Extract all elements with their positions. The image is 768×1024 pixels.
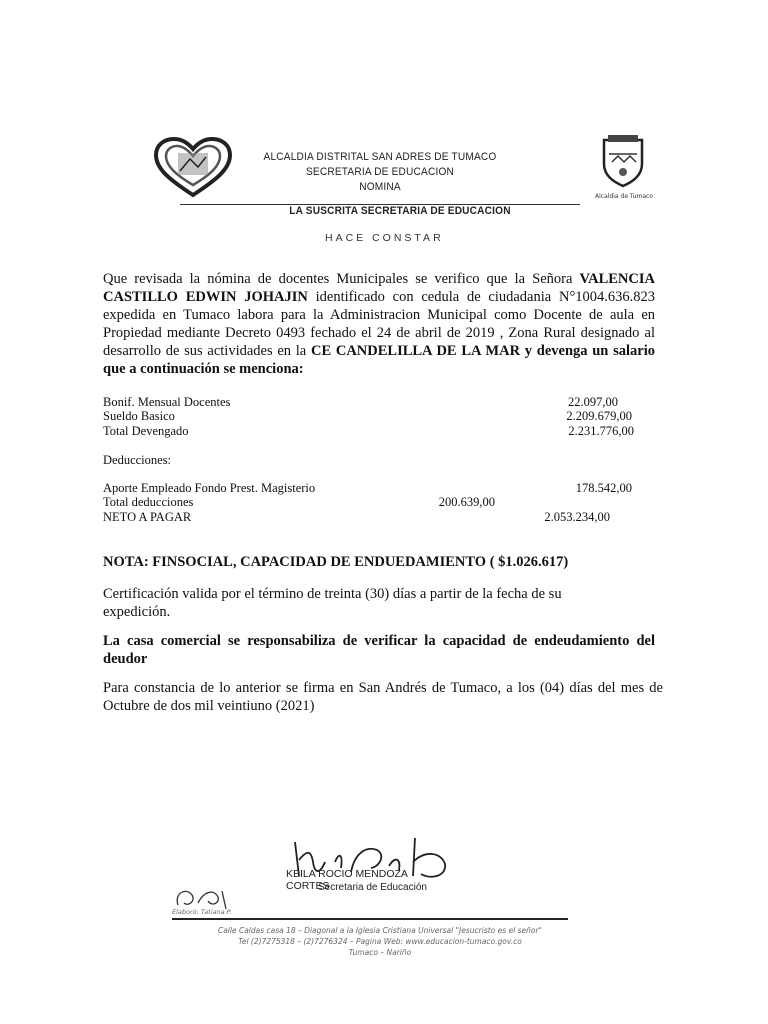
intro-paragraph: [103, 270, 655, 378]
earning-value-2: 2.231.776,00: [568, 424, 634, 438]
intro-text-3: y devenga un salario que a continuación se menciona:: [103, 343, 655, 377]
earning-value-0: 22.097,00: [568, 395, 618, 409]
earning-label-1: Sueldo Basico: [103, 409, 175, 423]
signatory-name: KEILA ROCIO MENDOZA CORTES: [286, 868, 408, 892]
header-subtitle: LA SUSCRITA SECRETARIA DE EDUCACION: [289, 205, 511, 217]
earning-label-2: Total Devengado: [103, 424, 189, 438]
nota-line: NOTA: FINSOCIAL, CAPACIDAD DE ENDUEDAMIENTO ( $1.026.617): [103, 554, 569, 570]
footer-city: Tumaco – Nariño: [348, 948, 412, 957]
intro-text-2: identificado con cedula de ciudadania N°1004.636.823 expedida en Tumaco labora para la Administracion Municipal como Docente de aula en Propiedad mediante Decreto 0493 fechado el 24 de abril de 2019 , Zona Rural designado al desarrollo de sus actividades en la: [103, 289, 655, 359]
employee-name: VALENCIA CASTILLO EDWIN JOHAJIN: [103, 271, 655, 305]
footer-address: Calle Caldas casa 18 – Diagonal a la Iglesia Cristiana Universal "Jesucristo es el señor": [217, 926, 543, 935]
elaborated-by: Elaboró: Tatiana P.: [172, 908, 232, 916]
responsibility-paragraph: La casa comercial se responsabiliza de verificar la capacidad de endeudamiento del deudor: [103, 633, 655, 667]
seal-caption: Alcaldia de Tumaco: [595, 193, 653, 200]
tumaco-seal-icon: [596, 132, 650, 188]
closing-paragraph: Para constancia de lo anterior se firma en San Andrés de Tumaco, a los (04) días del mes de Octubre de dos mil veintiuno (2021): [103, 680, 663, 714]
signatory-title: Secretaria de Educación: [318, 882, 427, 893]
total-deductions-label: Total deducciones: [103, 495, 194, 509]
footer-contact: Tel (2)7275318 – (2)7276324 – Pagina Web: www.educacion-tumaco.gov.co: [238, 937, 522, 946]
footer-rule: [172, 918, 568, 920]
net-pay-value: 2.053.234,00: [544, 510, 610, 524]
header-line-2: SECRETARIA DE EDUCACION: [305, 166, 455, 178]
deduction-item-value: 178.542,00: [575, 481, 632, 495]
net-pay-label: NETO A PAGAR: [103, 510, 192, 524]
earning-value-1: 2.209.679,00: [566, 409, 632, 423]
alcaldia-heart-logo: [150, 135, 236, 201]
deductions-heading: Deducciones:: [103, 453, 172, 467]
header-line-3: NOMINA: [359, 181, 401, 193]
document-heading: HACE CONSTAR: [325, 232, 444, 244]
intro-text-1: Que revisada la nómina de docentes Municipales se verifico que la Señora: [103, 271, 580, 287]
total-deductions-value: 200.639,00: [438, 495, 495, 509]
school-name: CE CANDELILLA DE LA MAR: [310, 343, 521, 359]
header-line-1: ALCALDIA DISTRITAL SAN ADRES DE TUMACO: [263, 151, 497, 163]
validity-paragraph: Certificación valida por el término de treinta (30) días a partir de la fecha de su expedición.: [103, 586, 562, 620]
deduction-item-label: Aporte Empleado Fondo Prest. Magisterio: [103, 481, 316, 495]
earning-label-0: Bonif. Mensual Docentes: [103, 395, 231, 409]
